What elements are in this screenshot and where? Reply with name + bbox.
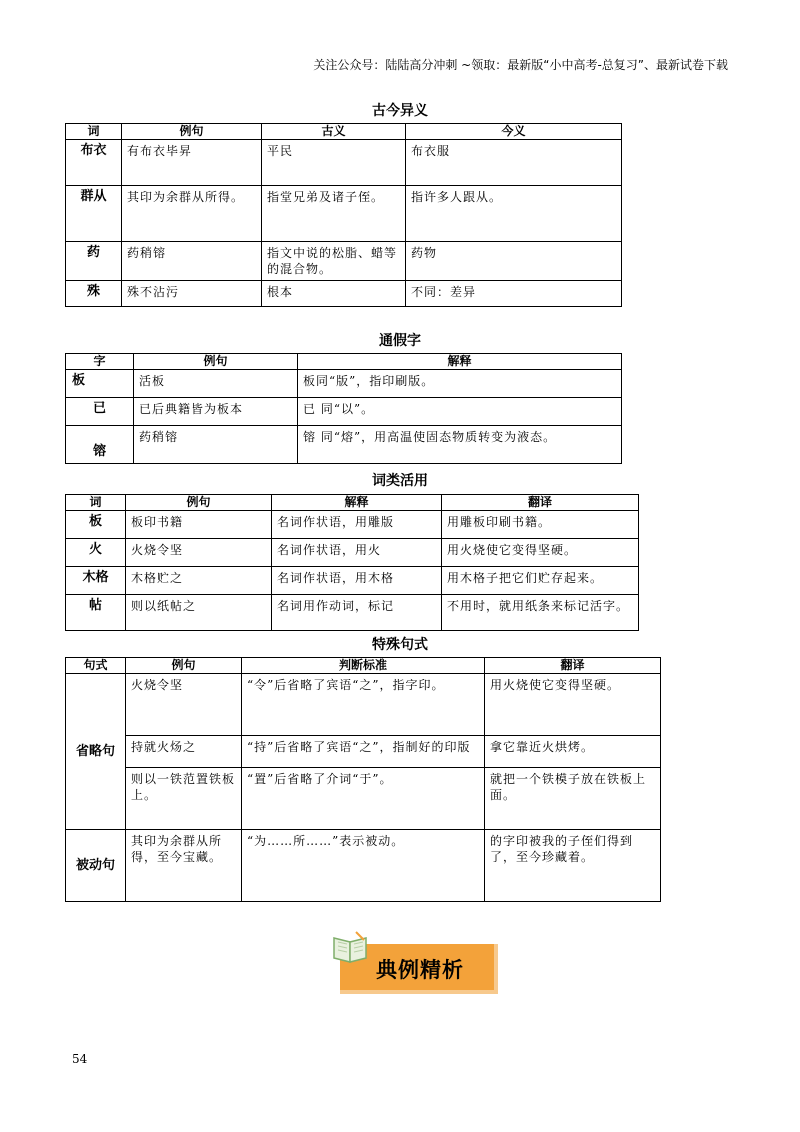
word-cell: 木格 xyxy=(66,567,126,595)
example-analysis-banner xyxy=(330,928,500,992)
modern-meaning-cell: 布衣服 xyxy=(406,140,622,186)
table-row xyxy=(66,567,639,595)
criterion-cell: “置”后省略了介词“于”。 xyxy=(242,768,485,830)
example-cell: 已后典籍皆为板本 xyxy=(134,398,298,426)
column-header: 句式 xyxy=(66,658,126,674)
table-row xyxy=(66,140,622,186)
modern-meaning-cell: 指许多人跟从。 xyxy=(406,186,622,242)
explanation-cell: 镕 同“熔”，用高温使固态物质转变为液态。 xyxy=(298,426,622,464)
table-tongjia xyxy=(65,353,622,464)
column-header: 翻译 xyxy=(442,495,639,511)
table-row xyxy=(66,242,622,281)
criterion-cell: “持”后省略了宾语“之”，指制好的印版 xyxy=(242,736,485,768)
criterion-cell: “为……所……”表示被动。 xyxy=(242,830,485,902)
column-header: 例句 xyxy=(122,124,262,140)
ancient-meaning-cell: 根本 xyxy=(262,281,406,307)
table-gujin xyxy=(65,123,622,307)
example-cell: 有布衣毕昇 xyxy=(122,140,262,186)
ancient-meaning-cell: 指堂兄弟及诸子侄。 xyxy=(262,186,406,242)
word-cell: 板 xyxy=(66,370,134,398)
column-header: 词 xyxy=(66,124,122,140)
column-header: 解释 xyxy=(272,495,442,511)
example-cell: 板印书籍 xyxy=(126,511,272,539)
example-cell: 火烧令坚 xyxy=(126,674,242,736)
table-row xyxy=(66,595,639,631)
criterion-cell: “令”后省略了宾语“之”，指字印。 xyxy=(242,674,485,736)
translation-cell: 不用时，就用纸条来标记活字。 xyxy=(442,595,639,631)
section-title-cilei: 词类活用 xyxy=(372,473,428,489)
word-cell: 群从 xyxy=(66,186,122,242)
explanation-cell: 名词用作动词，标记 xyxy=(272,595,442,631)
banner-label: 典例精析 xyxy=(376,958,464,982)
table-teshu xyxy=(65,657,661,902)
book-icon xyxy=(330,928,374,964)
translation-cell: 用火烧使它变得坚硬。 xyxy=(485,674,661,736)
table-row xyxy=(66,830,661,902)
table-row xyxy=(66,736,661,768)
example-cell: 药稍镕 xyxy=(134,426,298,464)
column-header: 翻译 xyxy=(485,658,661,674)
translation-cell: 用火烧使它变得坚硬。 xyxy=(442,539,639,567)
word-cell: 殊 xyxy=(66,281,122,307)
explanation-cell: 名词作状语，用雕版 xyxy=(272,511,442,539)
word-cell: 帖 xyxy=(66,595,126,631)
section-title-gujin: 古今异义 xyxy=(372,103,428,119)
column-header: 例句 xyxy=(134,354,298,370)
explanation-cell: 名词作状语，用木格 xyxy=(272,567,442,595)
table-row xyxy=(66,511,639,539)
ancient-meaning-cell: 指文中说的松脂、蜡等的混合物。 xyxy=(262,242,406,281)
word-cell: 布衣 xyxy=(66,140,122,186)
explanation-cell: 名词作状语，用火 xyxy=(272,539,442,567)
table-row xyxy=(66,674,661,736)
sentence-type-cell: 省略句 xyxy=(66,674,126,830)
section-title-tongjia: 通假字 xyxy=(379,333,421,349)
column-header: 判断标准 xyxy=(242,658,485,674)
word-cell: 板 xyxy=(66,511,126,539)
example-cell: 药稍镕 xyxy=(122,242,262,281)
column-header: 例句 xyxy=(126,495,272,511)
section-title-teshu: 特殊句式 xyxy=(372,637,428,653)
table-row xyxy=(66,398,622,426)
sentence-type-cell: 被动句 xyxy=(66,830,126,902)
example-cell: 则以纸帖之 xyxy=(126,595,272,631)
translation-cell: 用木格子把它们贮存起来。 xyxy=(442,567,639,595)
translation-cell: 就把一个铁模子放在铁板上面。 xyxy=(485,768,661,830)
translation-cell: 用雕板印刷书籍。 xyxy=(442,511,639,539)
table-cilei xyxy=(65,494,639,631)
page-number: 54 xyxy=(72,1052,88,1066)
table-row xyxy=(66,426,622,464)
example-cell: 木格贮之 xyxy=(126,567,272,595)
column-header: 解释 xyxy=(298,354,622,370)
example-cell: 火烧令坚 xyxy=(126,539,272,567)
word-cell: 火 xyxy=(66,539,126,567)
modern-meaning-cell: 不同：差异 xyxy=(406,281,622,307)
example-cell: 则以一铁范置铁板上。 xyxy=(126,768,242,830)
table-row xyxy=(66,281,622,307)
column-header: 例句 xyxy=(126,658,242,674)
column-header: 词 xyxy=(66,495,126,511)
word-cell: 镕 xyxy=(66,426,134,464)
page-header: 关注公众号：陆陆高分冲刺 ~领取：最新版“小中高考-总复习”、最新试卷下载 xyxy=(313,58,728,72)
table-row xyxy=(66,768,661,830)
explanation-cell: 板同“版”，指印刷版。 xyxy=(298,370,622,398)
table-row xyxy=(66,186,622,242)
column-header: 字 xyxy=(66,354,134,370)
column-header: 古义 xyxy=(262,124,406,140)
example-cell: 其印为余群从所得，至今宝藏。 xyxy=(126,830,242,902)
ancient-meaning-cell: 平民 xyxy=(262,140,406,186)
translation-cell: 拿它靠近火烘烤。 xyxy=(485,736,661,768)
translation-cell: 的字印被我的子侄们得到了，至今珍藏着。 xyxy=(485,830,661,902)
explanation-cell: 已 同“以”。 xyxy=(298,398,622,426)
example-cell: 活板 xyxy=(134,370,298,398)
column-header: 今义 xyxy=(406,124,622,140)
example-cell: 持就火炀之 xyxy=(126,736,242,768)
example-cell: 殊不沾污 xyxy=(122,281,262,307)
modern-meaning-cell: 药物 xyxy=(406,242,622,281)
table-row xyxy=(66,539,639,567)
word-cell: 已 xyxy=(66,398,134,426)
word-cell: 药 xyxy=(66,242,122,281)
table-row xyxy=(66,370,622,398)
example-cell: 其印为余群从所得。 xyxy=(122,186,262,242)
